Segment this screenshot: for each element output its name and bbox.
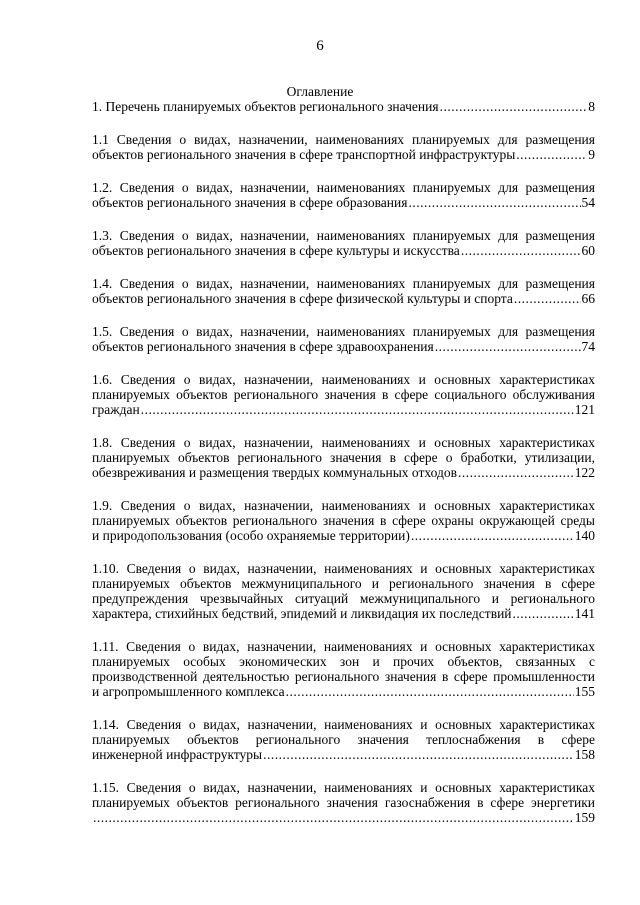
toc-page-number: 158 xyxy=(574,747,595,762)
toc-entry-last-line xyxy=(92,147,595,162)
toc-entry-text: объектов регионального значения в сфере образования xyxy=(92,195,408,210)
table-of-contents xyxy=(92,99,595,825)
toc-page-number: 8 xyxy=(588,99,595,114)
toc-entry[interactable] xyxy=(92,780,595,825)
toc-entry-last-line xyxy=(92,291,595,306)
toc-entry[interactable] xyxy=(92,132,595,162)
toc-entry-line: 1.14. Сведения о видах, назначении, наименованиях и основных характеристиках xyxy=(92,717,595,732)
toc-leader-dots xyxy=(141,402,574,417)
toc-entry-last-line xyxy=(92,528,595,543)
toc-leader-dots xyxy=(93,810,574,825)
toc-entry-text: инженерной инфраструктуры xyxy=(92,747,263,762)
toc-leader-dots xyxy=(408,195,580,210)
toc-entry-line: планируемых объектов регионального значения теплоснабжения в сфере xyxy=(92,732,595,747)
toc-page-number: 155 xyxy=(574,684,595,699)
toc-entry-line: 1.9. Сведения о видах, назначении, наименованиях и основных характеристиках xyxy=(92,498,595,513)
toc-page-number: 74 xyxy=(581,339,595,354)
toc-leader-dots xyxy=(513,606,574,621)
toc-entry[interactable] xyxy=(92,435,595,480)
toc-entry-line: 1.1 Сведения о видах, назначении, наименованиях планируемых для размещения xyxy=(92,132,595,147)
toc-entry-text: и агропромышленного комплекса xyxy=(92,684,285,699)
toc-entry-text: объектов регионального значения в сфере культуры и искусства xyxy=(92,243,460,258)
toc-entry-line: 1.8. Сведения о видах, назначении, наименованиях и основных характеристиках xyxy=(92,435,595,450)
toc-entry-text: и природопользования (особо охраняемые территории) xyxy=(92,528,410,543)
toc-leader-dots xyxy=(263,747,574,762)
toc-leader-dots xyxy=(440,99,588,114)
toc-entry[interactable] xyxy=(92,228,595,258)
toc-leader-dots xyxy=(435,339,581,354)
toc-entry-last-line xyxy=(92,465,595,480)
toc-entry-text: объектов регионального значения в сфере здравоохранения xyxy=(92,339,434,354)
toc-entry[interactable] xyxy=(92,717,595,762)
toc-leader-dots xyxy=(514,291,581,306)
toc-page-number: 122 xyxy=(574,465,595,480)
toc-entry-last-line xyxy=(92,339,595,354)
toc-page-number: 60 xyxy=(581,243,595,258)
toc-entry-line: 1.15. Сведения о видах, назначении, наименованиях и основных характеристиках xyxy=(92,780,595,795)
toc-entry-line: планируемых объектов регионального значения в сфере социального обслуживания xyxy=(92,387,595,402)
toc-entry[interactable] xyxy=(92,498,595,543)
toc-entry-line: 1.11. Сведения о видах, назначении, наименованиях и основных характеристиках xyxy=(92,639,595,654)
toc-page-number: 141 xyxy=(574,606,595,621)
toc-entry-line: планируемых объектов регионального значения газоснабжения в сфере энергетики xyxy=(92,795,595,810)
toc-entry[interactable] xyxy=(92,324,595,354)
toc-entry-line: 1.5. Сведения о видах, назначении, наименованиях планируемых для размещения xyxy=(92,324,595,339)
toc-page-number: 66 xyxy=(581,291,595,306)
toc-entry-text: объектов регионального значения в сфере транспортной инфраструктуры xyxy=(92,147,516,162)
toc-entry[interactable] xyxy=(92,639,595,699)
toc-leader-dots xyxy=(286,684,574,699)
toc-entry-line: 1.4. Сведения о видах, назначении, наименованиях планируемых для размещения xyxy=(92,276,595,291)
toc-entry-line: 1.2. Сведения о видах, назначении, наименованиях планируемых для размещения xyxy=(92,180,595,195)
toc-entry-line: планируемых объектов регионального значения в сфере о бработки, утилизации, xyxy=(92,450,595,465)
toc-entry-line: планируемых объектов межмуниципального и регионального значения в сфере xyxy=(92,576,595,591)
toc-entry-line: 1.10. Сведения о видах, назначении, наименованиях и основных характеристиках xyxy=(92,561,595,576)
toc-page-number: 140 xyxy=(574,528,595,543)
toc-entry[interactable] xyxy=(92,372,595,417)
toc-leader-dots xyxy=(458,465,574,480)
toc-entry-text: граждан xyxy=(92,402,140,417)
toc-title: Оглавление xyxy=(286,84,354,99)
toc-entry-text: 1. Перечень планируемых объектов регионального значения xyxy=(92,99,439,114)
toc-leader-dots xyxy=(516,147,587,162)
toc-entry-text: объектов регионального значения в сфере физической культуры и спорта xyxy=(92,291,513,306)
toc-entry-line: производственной деятельностью регионального значения в сфере промышленности xyxy=(92,669,595,684)
toc-entry-line: 1.3. Сведения о видах, назначении, наименованиях планируемых для размещения xyxy=(92,228,595,243)
toc-page-number: 9 xyxy=(588,147,595,162)
toc-entry-text: обезвреживания и размещения твердых коммунальных отходов xyxy=(92,465,457,480)
toc-entry-line: предупреждения чрезвычайных ситуаций межмуниципального и регионального xyxy=(92,591,595,606)
toc-page-number: 54 xyxy=(581,195,595,210)
toc-entry-line: планируемых объектов регионального значения в сфере охраны окружающей среды xyxy=(92,513,595,528)
toc-page-number: 159 xyxy=(574,810,595,825)
toc-leader-dots xyxy=(461,243,581,258)
toc-entry[interactable] xyxy=(92,276,595,306)
toc-entry-last-line xyxy=(92,747,595,762)
page-number: 6 xyxy=(316,38,324,54)
toc-entry-text: характера, стихийных бедствий, эпидемий и ликвидация их последствий xyxy=(92,606,512,621)
toc-entry[interactable] xyxy=(92,180,595,210)
toc-entry-last-line xyxy=(92,243,595,258)
toc-entry-last-line xyxy=(92,684,595,699)
toc-entry-last-line xyxy=(92,606,595,621)
toc-entry-last-line xyxy=(92,810,595,825)
toc-entry-line: 1.6. Сведения о видах, назначении, наименованиях и основных характеристиках xyxy=(92,372,595,387)
toc-entry-last-line xyxy=(92,402,595,417)
toc-page-number: 121 xyxy=(574,402,595,417)
toc-entry-line: планируемых особых экономических зон и прочих объектов, связанных с xyxy=(92,654,595,669)
toc-entry[interactable] xyxy=(92,561,595,621)
toc-entry-last-line xyxy=(92,195,595,210)
toc-leader-dots xyxy=(411,528,574,543)
toc-entry-last-line xyxy=(92,99,595,114)
toc-entry[interactable] xyxy=(92,99,595,114)
